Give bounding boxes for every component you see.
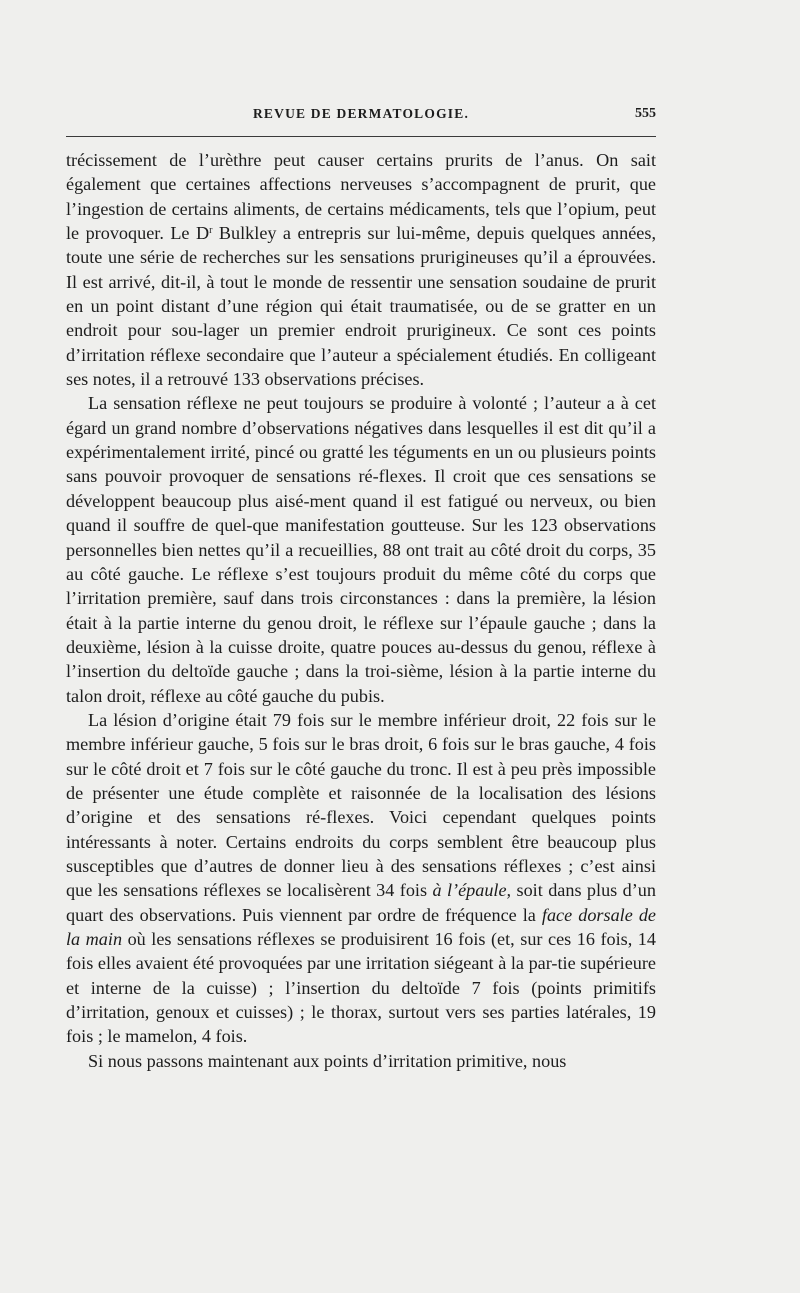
paragraph-3-text-c: où les sensations réflexes se produisirent 16 fois (et, sur ces 16 fois, 14 fois elles avaient été provoquées par une irritation siégeant à la par-tie supérieure et interne de la cuisse) ; l’insertion du deltoïde 7 fois (points primitifs d’irritation, genoux et cuisses) ; le thorax, surtout vers ses parties latérales, 19 fois ; le mamelon, 4 fois. (66, 929, 656, 1047)
italic-epaule: à l’épaule, (432, 880, 512, 901)
paragraph-3 (66, 708, 656, 1049)
paragraph-1-text-a: trécissement de l’urèthre peut causer certains prurits de l’anus. On sait également que certaines affections nerveuses s’accompagnent de prurit, que l’ingestion de certains aliments, de certains médicaments, tels que l’opium, peut le provoquer. Le D (66, 150, 656, 244)
running-title: REVUE DE DERMATOLOGIE. (252, 106, 470, 121)
paragraph-4: Si nous passons maintenant aux points d’irritation primitive, nous (88, 1050, 567, 1071)
doctor-abbrev-sup: r (209, 225, 213, 237)
paragraph-2: La sensation réflexe ne peut toujours se produire à volonté ; l’auteur a à cet égard un grand nombre d’observations négatives dans lesquelles il est dit qu’il a expérimentalement irrité, pincé ou gratté les téguments en un ou plusieurs points sans pouvoir provoquer de sensations ré-flexes. Il croit que ces sensations se développent beaucoup plus aisé-ment quand il est fatigué ou nerveux, ou bien quand il souffre de quel-que manifestation goutteuse. Sur les 123 observations personnelles bien nettes qu’il a recueillies, 88 ont trait au côté droit du corps, 35 au côté gauche. Le réflexe s’est toujours produit du même côté du corps que l’irritation première, sauf dans trois circonstances : dans la première, la lésion était à la partie interne du genou droit, le réflexe sur l’épaule gauche ; dans la deuxième, lésion à la cuisse droite, quatre pouces au-dessus du genou, réflexe à l’insertion du deltoïde gauche ; dans la troi-sième, lésion à la partie interne du talon droit, réflexe au côté gauche du pubis. (66, 393, 656, 706)
body-text (66, 148, 656, 1073)
paragraph-3-text-a: La lésion d’origine était 79 fois sur le membre inférieur droit, 22 fois sur le membre inférieur gauche, 5 fois sur le bras droit, 6 fois sur le bras gauche, 4 fois sur le côté droit et 7 fois sur le côté gauche du tronc. Il est à peu près impossible de présenter une étude complète et raisonnée de la localisation des lésions d’origine et des sensations ré-flexes. Voici cependant quelques points intéressants à noter. Certains endroits du corps semblent être beaucoup plus susceptibles que d’autres de donner lieu à des sensations réflexes ; c’est ainsi que les sensations réflexes se localisèrent 34 fois (66, 709, 656, 901)
header-rule (66, 136, 656, 137)
page-header (66, 106, 656, 128)
italic-face-dorsale: face dorsale de la main (66, 904, 656, 949)
page-number: 555 (635, 106, 656, 121)
paragraph-1 (66, 148, 656, 391)
paragraph-1-text-b: Bulkley a entrepris sur lui-même, depuis quelques années, toute une série de recherches sur les sensations prurigineuses qu’il a éprouvées. Il est arrivé, dit-il, à tout le monde de ressentir une sensation soudaine de prurit en un point distant d’une région qui était traumatisée, ou de se gratter en un endroit pour sou-lager un premier endroit prurigineux. Ce sont ces points d’irritation réflexe secondaire que l’auteur a spécialement étudiés. En colligeant ses notes, il a retrouvé 133 observations précises. (66, 223, 656, 390)
paragraph-3-text-b: soit dans plus d’un quart des observations. Puis viennent par ordre de fréquence la (66, 880, 656, 925)
